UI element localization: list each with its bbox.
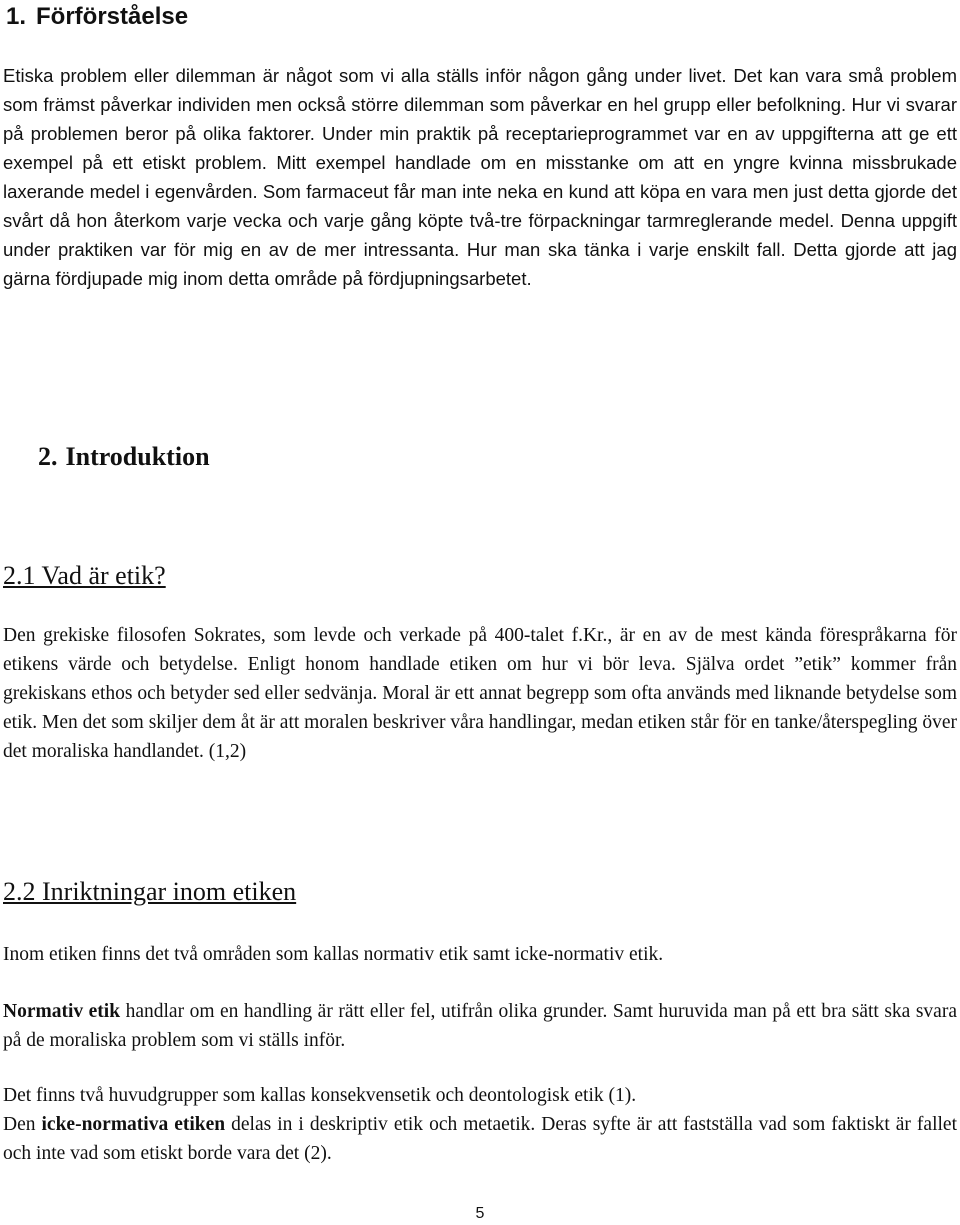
normative-ethics-term: Normativ etik (3, 1001, 121, 1022)
page-number: 5 (475, 1205, 485, 1222)
non-normative-ethics-text: delas in i deskriptiv etik och metaetik. Deras syfte är att fastställa vad som faktiskt är fallet och inte vad som etiskt borde vara det (2). (3, 1114, 957, 1164)
section-2-heading (38, 441, 210, 473)
non-normative-ethics-paragraph (3, 1110, 957, 1168)
section-1-paragraph: Etiska problem eller dilemman är något som vi alla ställs inför någon gång under livet. Det kan vara små problem som främst påverkar individen men också större dilemman som påverkar en hel grupp eller befolkning. Hur vi svarar på problemen beror på olika faktorer. Under min praktik på receptarieprogrammet var en av uppgifterna att ge ett exempel på ett etiskt problem. Mitt exempel handlade om en misstanke om att en yngre kvinna missbrukade laxerande medel i egenvården. Som farmaceut får man inte neka en kund att köpa en vara men just detta gjorde det svårt då hon återkom varje vecka och varje gång köpte två-tre förpackningar tarmreglerande medel. Denna uppgift under praktiken var för mig en av de mer intressanta. Hur man ska tänka i varje enskilt fall. Detta gjorde att jag gärna fördjupade mig inom detta område på fördjupningsarbetet. (3, 65, 957, 289)
section-1-heading (6, 2, 188, 32)
non-normative-prefix: Den (3, 1114, 42, 1135)
main-groups-paragraph: Det finns två huvudgrupper som kallas konsekvensetik och deontologisk etik (1). (3, 1085, 637, 1106)
section-2-1-heading: 2.1 Vad är etik? (3, 561, 166, 590)
section-2-title: Introduktion (65, 442, 210, 471)
normative-ethics-text: handlar om en handling är rätt eller fel, utifrån olika grunder. Samt huruvida man på ett bra sätt ska svara på de moraliska problem som vi ställs inför. (3, 1001, 957, 1051)
section-2-2-intro: Inom etiken finns det två områden som kallas normativ etik samt icke-normativ etik. (3, 944, 664, 965)
section-1-title: Förförståelse (36, 3, 189, 30)
section-2-number: 2. (38, 442, 58, 471)
section-2-1-paragraph: Den grekiske filosofen Sokrates, som levde och verkade på 400-talet f.Kr., är en av de mest kända förespråkarna för etikens värde och betydelse. Enligt honom handlade etiken om hur vi bör leva. Själva ordet ”etik” kommer från grekiskans ethos och betyder sed eller sedvänja. Moral är ett annat begrepp som ofta används med liknande betydelse som etik. Men det som skiljer dem åt är att moralen beskriver våra handlingar, medan etiken står för en tanke/återspegling över det moraliska handlandet. (1,2) (3, 625, 957, 762)
section-2-2-heading: 2.2 Inriktningar inom etiken (3, 877, 297, 906)
non-normative-ethics-term: icke-normativa etiken (41, 1114, 226, 1135)
normative-ethics-paragraph (3, 997, 957, 1055)
section-1-number: 1. (6, 3, 27, 30)
